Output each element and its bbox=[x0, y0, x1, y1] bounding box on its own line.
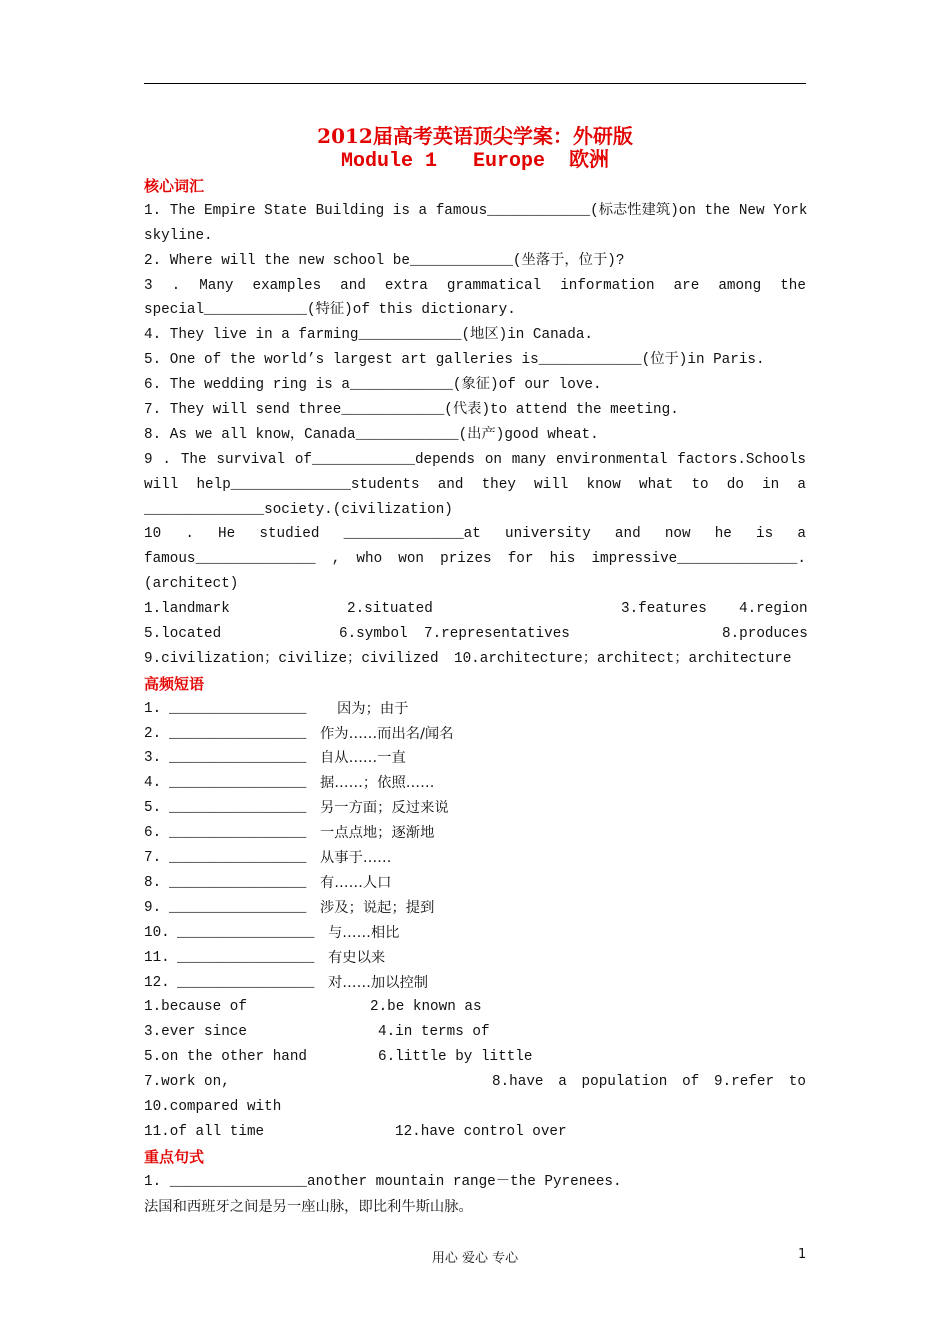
word: on bbox=[484, 451, 502, 468]
word: won bbox=[398, 551, 425, 568]
word: what bbox=[638, 476, 674, 493]
footer-motto: 用心 爱心 专心 bbox=[431, 1251, 519, 1266]
phrase-item bbox=[144, 921, 806, 946]
phrase-answers-row-3 bbox=[144, 1045, 806, 1070]
word: do bbox=[726, 476, 744, 493]
word: 10 bbox=[144, 526, 162, 543]
phrase-item bbox=[144, 746, 806, 771]
word: and bbox=[614, 526, 641, 543]
document-subtitle: Module 1 Europe 欧洲 bbox=[340, 150, 610, 173]
word: studied bbox=[259, 526, 320, 543]
word: are bbox=[673, 277, 700, 294]
word: 3 bbox=[144, 277, 153, 294]
question-2: 2. Where will the new school be____________(坐落于，位于)? bbox=[144, 252, 625, 269]
question-9 bbox=[144, 448, 806, 473]
word: examples bbox=[252, 277, 322, 294]
blank: ________________ bbox=[169, 775, 307, 792]
answer: 11.of all time bbox=[144, 1123, 265, 1140]
answer: 2.situated bbox=[347, 601, 433, 618]
question-1: 1. The Empire State Building is a famous____________(标志性建筑)on the New York bbox=[144, 202, 808, 219]
phrase-item bbox=[144, 846, 806, 871]
word: help______________students bbox=[196, 476, 420, 493]
question-9-continued bbox=[144, 473, 806, 498]
question-10 bbox=[144, 522, 806, 547]
section-heading-phrases: 高频短语 bbox=[144, 674, 205, 693]
question-6: 6. The wedding ring is a____________(象征)of our love. bbox=[144, 377, 602, 394]
phrase-item bbox=[144, 971, 806, 996]
phrase-item bbox=[144, 821, 806, 846]
document-body bbox=[144, 174, 806, 1219]
word: extra bbox=[384, 277, 428, 294]
phrase-meaning: 另一方面；反过来说 bbox=[320, 800, 449, 817]
phrase-meaning: 从事于…… bbox=[320, 850, 392, 867]
phrase-answers-row-6 bbox=[144, 1120, 806, 1145]
answers-row-3 bbox=[144, 647, 806, 672]
word: among bbox=[718, 277, 762, 294]
word: grammatical bbox=[446, 277, 542, 294]
word: , bbox=[331, 551, 341, 568]
word: population bbox=[581, 1074, 668, 1091]
word: . bbox=[171, 277, 181, 294]
sentence-1-translation: 法国和西班牙之间是另一座山脉，即比利牛斯山脉。 bbox=[144, 1198, 473, 1215]
answer: 1.landmark bbox=[144, 601, 230, 618]
answer: 6.symbol bbox=[339, 626, 408, 643]
item-number: 6. bbox=[144, 825, 162, 842]
word: . bbox=[162, 451, 171, 468]
section-heading-vocabulary: 核心词汇 bbox=[144, 177, 205, 195]
header-rule bbox=[144, 83, 806, 84]
answer: 3.ever since bbox=[144, 1024, 247, 1041]
phrase-meaning: 自从……一直 bbox=[320, 750, 406, 767]
answer: 7.work on, bbox=[144, 1074, 230, 1091]
phrase-meaning: 因为；由于 bbox=[337, 700, 409, 717]
word: factors.Schools bbox=[677, 451, 806, 468]
word: who bbox=[356, 551, 383, 568]
phrase-item bbox=[144, 796, 806, 821]
item-number: 3. bbox=[144, 750, 162, 767]
phrase-item bbox=[144, 946, 806, 971]
answer: 8.produces bbox=[722, 626, 808, 643]
blank: ________________ bbox=[177, 974, 315, 991]
phrase-item bbox=[144, 771, 806, 796]
phrase-item bbox=[144, 871, 806, 896]
blank: ________________ bbox=[177, 924, 315, 941]
answers-row-1 bbox=[144, 597, 806, 622]
word: he bbox=[714, 526, 732, 543]
word: will bbox=[144, 476, 179, 493]
question-3 bbox=[144, 274, 806, 299]
word: his bbox=[549, 551, 576, 568]
item-number: 11. bbox=[144, 949, 170, 966]
phrase-meaning: 涉及；说起；提到 bbox=[320, 899, 435, 916]
word: of____________depends bbox=[294, 451, 475, 468]
phrase-meaning: 有……人口 bbox=[320, 874, 392, 891]
phrase-answers-row-5: 10.compared with bbox=[144, 1098, 282, 1115]
answer: 5.on the other hand bbox=[144, 1049, 308, 1066]
sentence-1: 1. ________________another mountain range－the Pyrenees. bbox=[144, 1173, 622, 1190]
item-number: 2. bbox=[144, 725, 162, 742]
answer: 5.located bbox=[144, 626, 222, 643]
word: environmental bbox=[555, 451, 668, 468]
answer: 9.civilization；civilize；civilized bbox=[144, 650, 439, 667]
word: many bbox=[511, 451, 547, 468]
answer: 4.in terms of bbox=[378, 1024, 490, 1041]
answer-group bbox=[492, 1070, 806, 1095]
item-number: 10. bbox=[144, 924, 170, 941]
question-10-continued bbox=[144, 547, 806, 572]
item-number: 8. bbox=[144, 874, 162, 891]
word: information bbox=[560, 277, 655, 294]
word: university bbox=[504, 526, 591, 543]
answer: 6.little by little bbox=[378, 1049, 533, 1066]
item-number: 4. bbox=[144, 775, 162, 792]
phrase-meaning: 对……加以控制 bbox=[328, 974, 429, 991]
answer: 7.representatives bbox=[424, 626, 570, 643]
word: for bbox=[507, 551, 534, 568]
phrase-item bbox=[144, 722, 806, 747]
word: to bbox=[691, 476, 709, 493]
word: famous______________ bbox=[144, 551, 316, 568]
item-number: 9. bbox=[144, 899, 162, 916]
word: now bbox=[664, 526, 691, 543]
word: a bbox=[797, 476, 806, 493]
word: know bbox=[586, 476, 621, 493]
word: the bbox=[780, 277, 806, 294]
word: and bbox=[437, 476, 464, 493]
phrase-meaning: 据……；依照…… bbox=[320, 775, 435, 792]
question-10-end: (architect) bbox=[144, 576, 239, 593]
section-heading-sentences: 重点句式 bbox=[144, 1147, 205, 1166]
word: survival bbox=[216, 451, 286, 468]
word: . bbox=[185, 526, 194, 543]
answer: 1.because of bbox=[144, 999, 247, 1016]
blank: ________________ bbox=[169, 850, 307, 867]
blank: ________________ bbox=[169, 825, 307, 842]
question-8: 8. As we all know，Canada____________(出产)good wheat. bbox=[144, 426, 599, 443]
word: is bbox=[756, 526, 774, 543]
word: of bbox=[682, 1074, 700, 1091]
phrase-item bbox=[144, 896, 806, 921]
question-4: 4. They live in a farming____________(地区)in Canada. bbox=[144, 327, 593, 344]
item-number: 12. bbox=[144, 974, 170, 991]
word: they bbox=[481, 476, 516, 493]
item-number: 7. bbox=[144, 850, 162, 867]
answer: 12.have control over bbox=[395, 1123, 567, 1140]
word: to bbox=[788, 1074, 806, 1091]
blank: ________________ bbox=[169, 725, 307, 742]
answer: 4.region bbox=[739, 601, 808, 618]
blank: ________________ bbox=[169, 899, 307, 916]
blank: ________________ bbox=[177, 949, 315, 966]
question-5: 5. One of the world’s largest art galleries is____________(位于)in Paris. bbox=[144, 352, 765, 369]
phrase-item bbox=[144, 697, 806, 722]
word: a bbox=[797, 526, 806, 543]
word: 8.have bbox=[492, 1074, 544, 1091]
phrase-meaning: 一点点地；逐渐地 bbox=[320, 825, 435, 842]
answer: 10.architecture；architect；architecture bbox=[454, 650, 792, 667]
question-1-continued: skyline. bbox=[144, 227, 213, 244]
word: The bbox=[180, 451, 207, 468]
word: in bbox=[762, 476, 780, 493]
question-9-end: ______________society.(civilization) bbox=[144, 501, 453, 518]
answer: 2.be known as bbox=[370, 999, 482, 1016]
document-title: 2012届高考英语顶尖学案：外研版 bbox=[317, 124, 633, 148]
question-3-continued: special____________(特征)of this dictionary. bbox=[144, 302, 516, 319]
word: 9 bbox=[144, 451, 153, 468]
phrase-answers-row-4 bbox=[144, 1070, 806, 1095]
question-7: 7. They will send three____________(代表)to attend the meeting. bbox=[144, 402, 679, 419]
phrase-meaning: 有史以来 bbox=[328, 949, 386, 966]
item-number: 1. bbox=[144, 700, 162, 717]
word: ______________at bbox=[343, 526, 481, 543]
word: will bbox=[534, 476, 569, 493]
blank: ________________ bbox=[169, 800, 307, 817]
word: Many bbox=[199, 277, 234, 294]
phrase-meaning: 与……相比 bbox=[328, 924, 400, 941]
word: a bbox=[558, 1074, 567, 1091]
word: He bbox=[218, 526, 236, 543]
phrase-answers-row-1 bbox=[144, 995, 806, 1020]
word: prizes bbox=[440, 551, 492, 568]
word: and bbox=[340, 277, 366, 294]
page-number: 1 bbox=[798, 1247, 807, 1262]
phrase-answers-row-2 bbox=[144, 1020, 806, 1045]
blank: ________________ bbox=[169, 874, 307, 891]
answer: 3.features bbox=[621, 601, 707, 618]
item-number: 5. bbox=[144, 800, 162, 817]
blank: ________________ bbox=[169, 700, 307, 717]
word: impressive______________. bbox=[591, 551, 806, 568]
answers-row-2 bbox=[144, 622, 806, 647]
blank: ________________ bbox=[169, 750, 307, 767]
phrase-meaning: 作为……而出名/闻名 bbox=[320, 725, 454, 742]
word: 9.refer bbox=[713, 1074, 775, 1091]
